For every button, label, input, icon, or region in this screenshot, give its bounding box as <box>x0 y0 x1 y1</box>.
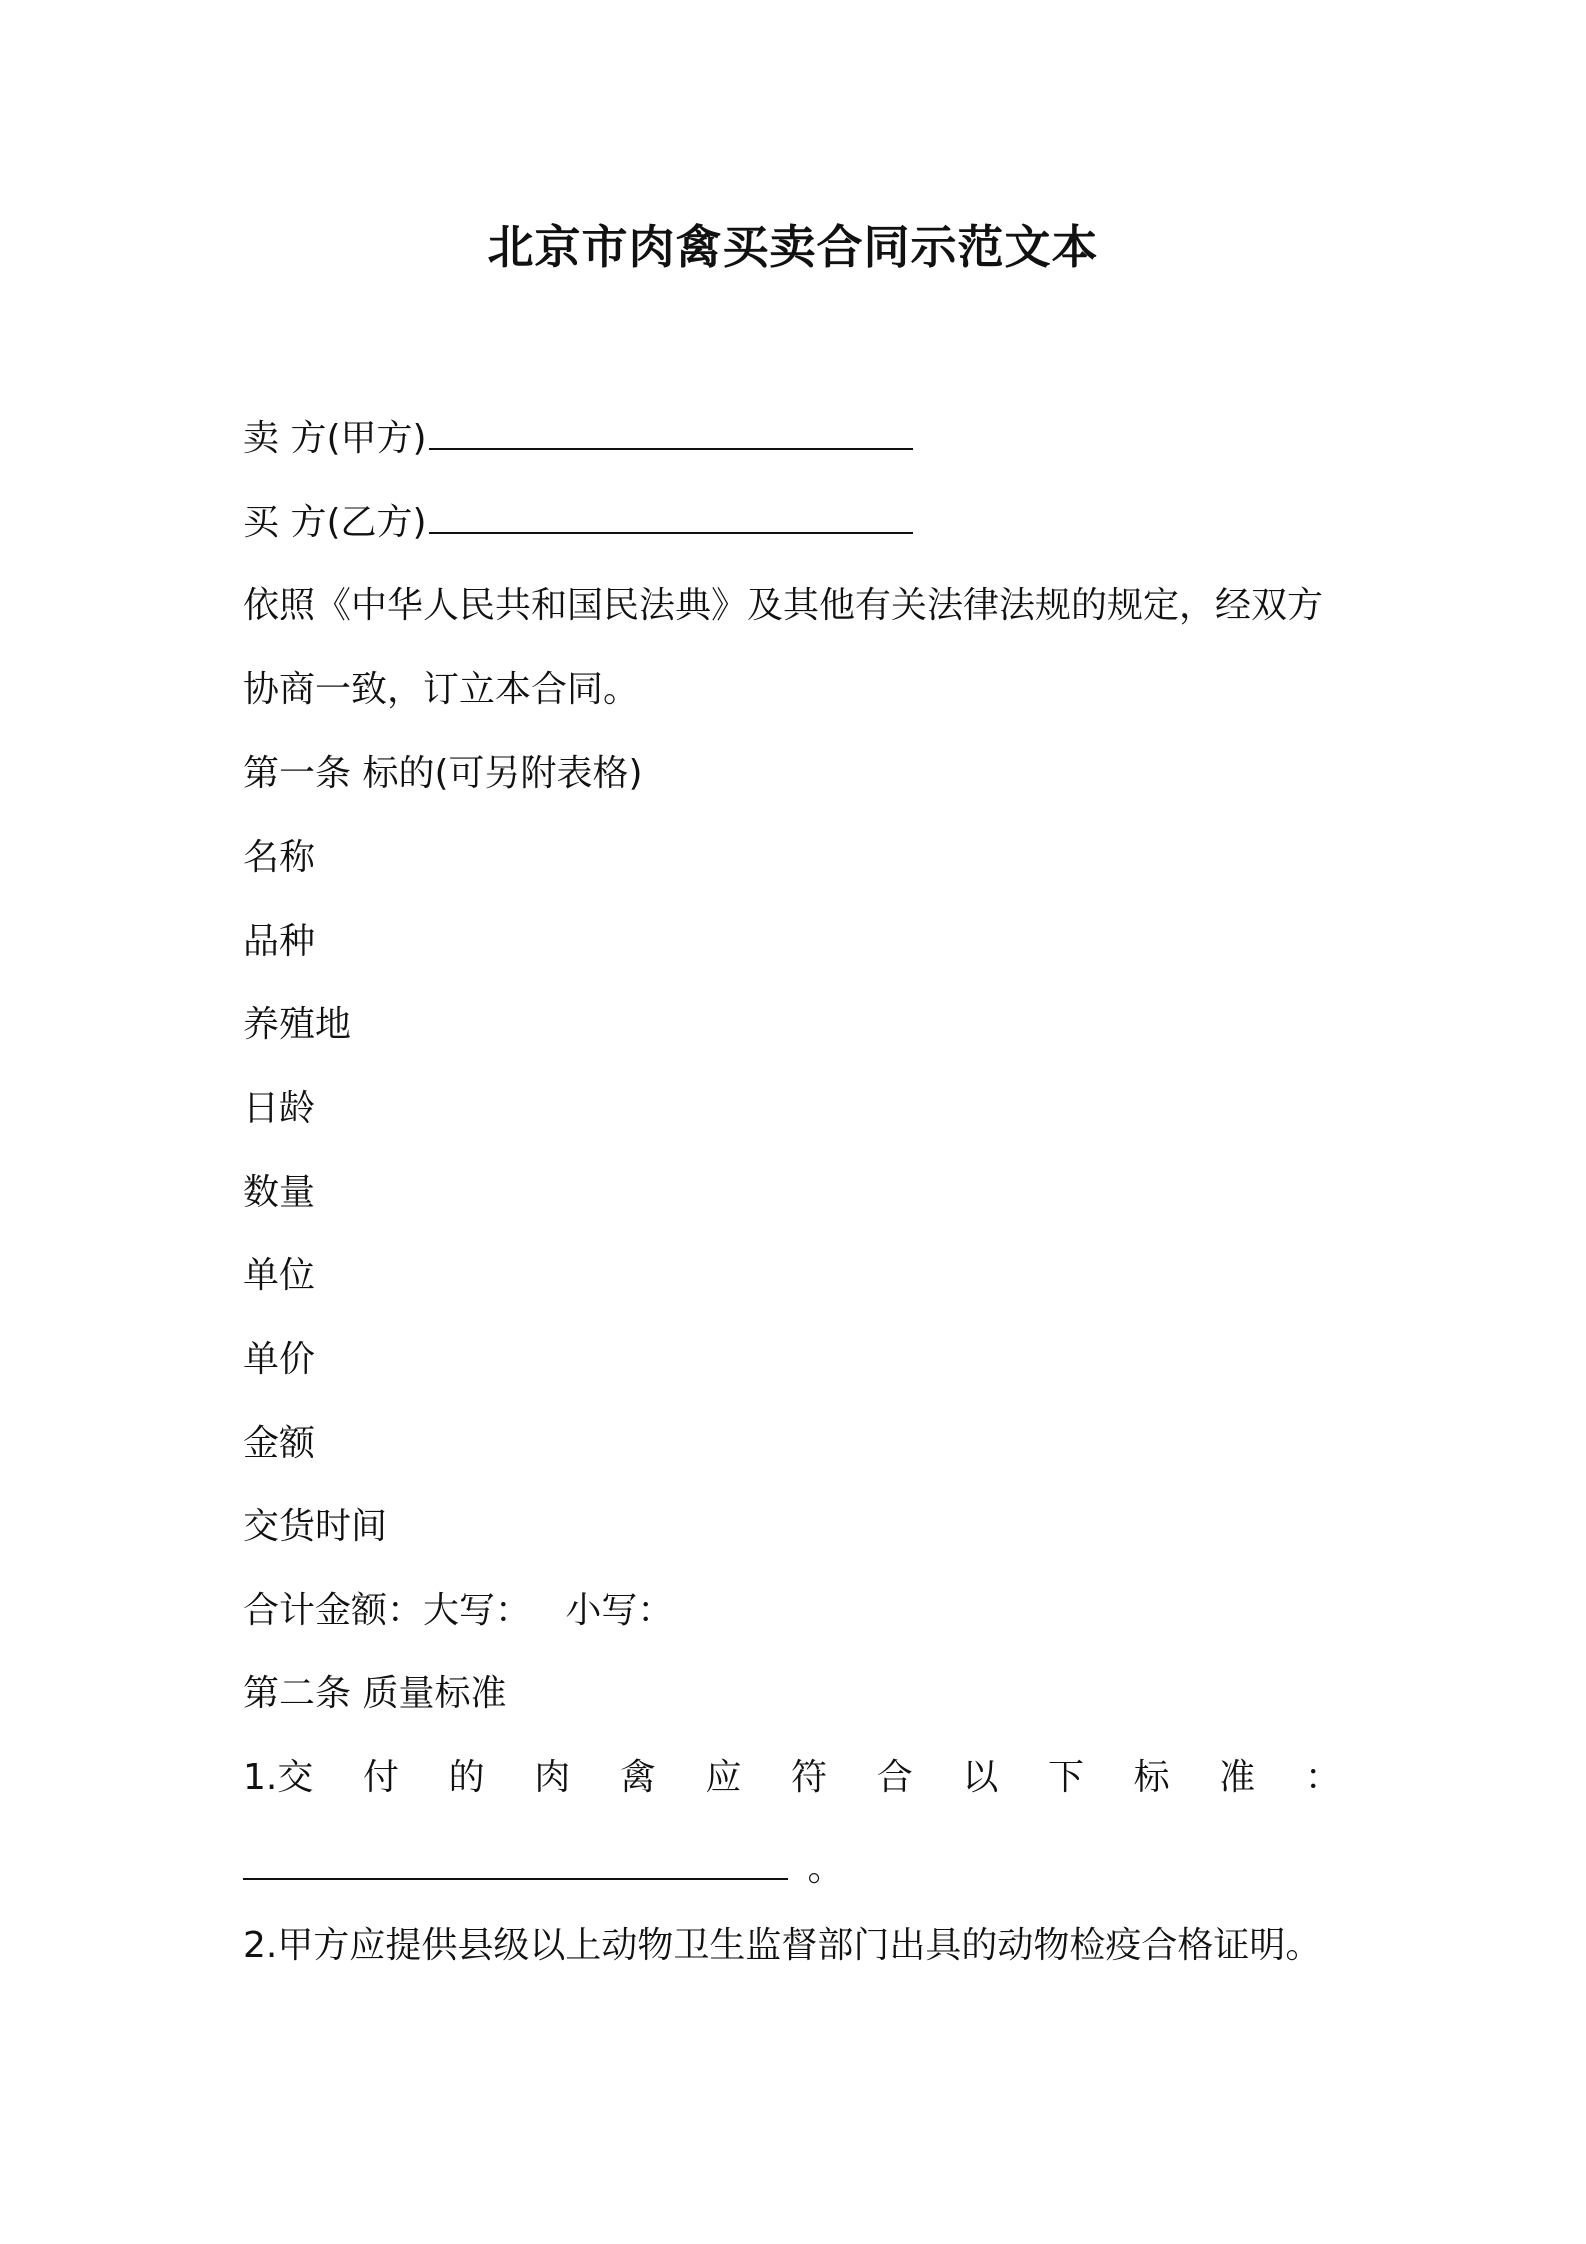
clause1-char: ： <box>1304 1757 1341 1798</box>
buyer-line <box>243 497 913 549</box>
article2-heading: 第二条 质量标准 <box>243 1673 507 1714</box>
field-unit-price: 单价 <box>243 1339 316 1380</box>
clause2-line: 2.甲方应提供县级以上动物卫生监督部门出具的动物检疫合格证明。 <box>243 1925 1322 1966</box>
clause1-char: 合 <box>876 1757 913 1798</box>
document-title: 北京市肉禽买卖合同示范文本 <box>487 220 1099 274</box>
total-amount-line: 合计金额：大写： 小写： <box>243 1590 674 1631</box>
clause1-char: 准 <box>1219 1757 1256 1798</box>
seller-label: 卖 方(甲方) <box>243 418 427 459</box>
clause1-end-mark: 。 <box>807 1848 844 1889</box>
seller-line <box>243 413 913 465</box>
quality-standard-blank <box>243 1844 788 1880</box>
field-quantity: 数量 <box>243 1172 316 1213</box>
field-unit: 单位 <box>243 1255 316 1296</box>
field-name: 名称 <box>243 837 316 878</box>
clause1-line <box>243 1752 1341 1804</box>
intro-line-1: 依照《中华人民共和国民法典》及其他有关法律法规的规定，经双方 <box>243 585 1324 626</box>
field-variety: 品种 <box>243 921 316 962</box>
clause1-char: 以 <box>962 1757 999 1798</box>
clause1-char: 付 <box>362 1757 399 1798</box>
clause1-char: 应 <box>705 1757 742 1798</box>
clause1-char: 标 <box>1133 1757 1170 1798</box>
seller-blank <box>429 414 913 450</box>
clause1-char: 符 <box>791 1757 828 1798</box>
field-amount: 金额 <box>243 1423 316 1464</box>
field-origin: 养殖地 <box>243 1004 352 1045</box>
clause1-char: 的 <box>448 1757 485 1798</box>
field-delivery-time: 交货时间 <box>243 1506 388 1547</box>
intro-line-2: 协商一致，订立本合同。 <box>243 669 640 710</box>
buyer-blank <box>429 498 913 534</box>
clause1-char: 禽 <box>619 1757 656 1798</box>
article1-heading: 第一条 标的(可另附表格) <box>243 753 643 794</box>
clause1-char: 肉 <box>534 1757 571 1798</box>
clause1-blank-line <box>243 1843 843 1895</box>
field-age: 日龄 <box>243 1088 316 1129</box>
buyer-label: 买 方(乙方) <box>243 502 427 543</box>
clause1-char: 1.交 <box>243 1757 314 1798</box>
clause1-char: 下 <box>1047 1757 1084 1798</box>
